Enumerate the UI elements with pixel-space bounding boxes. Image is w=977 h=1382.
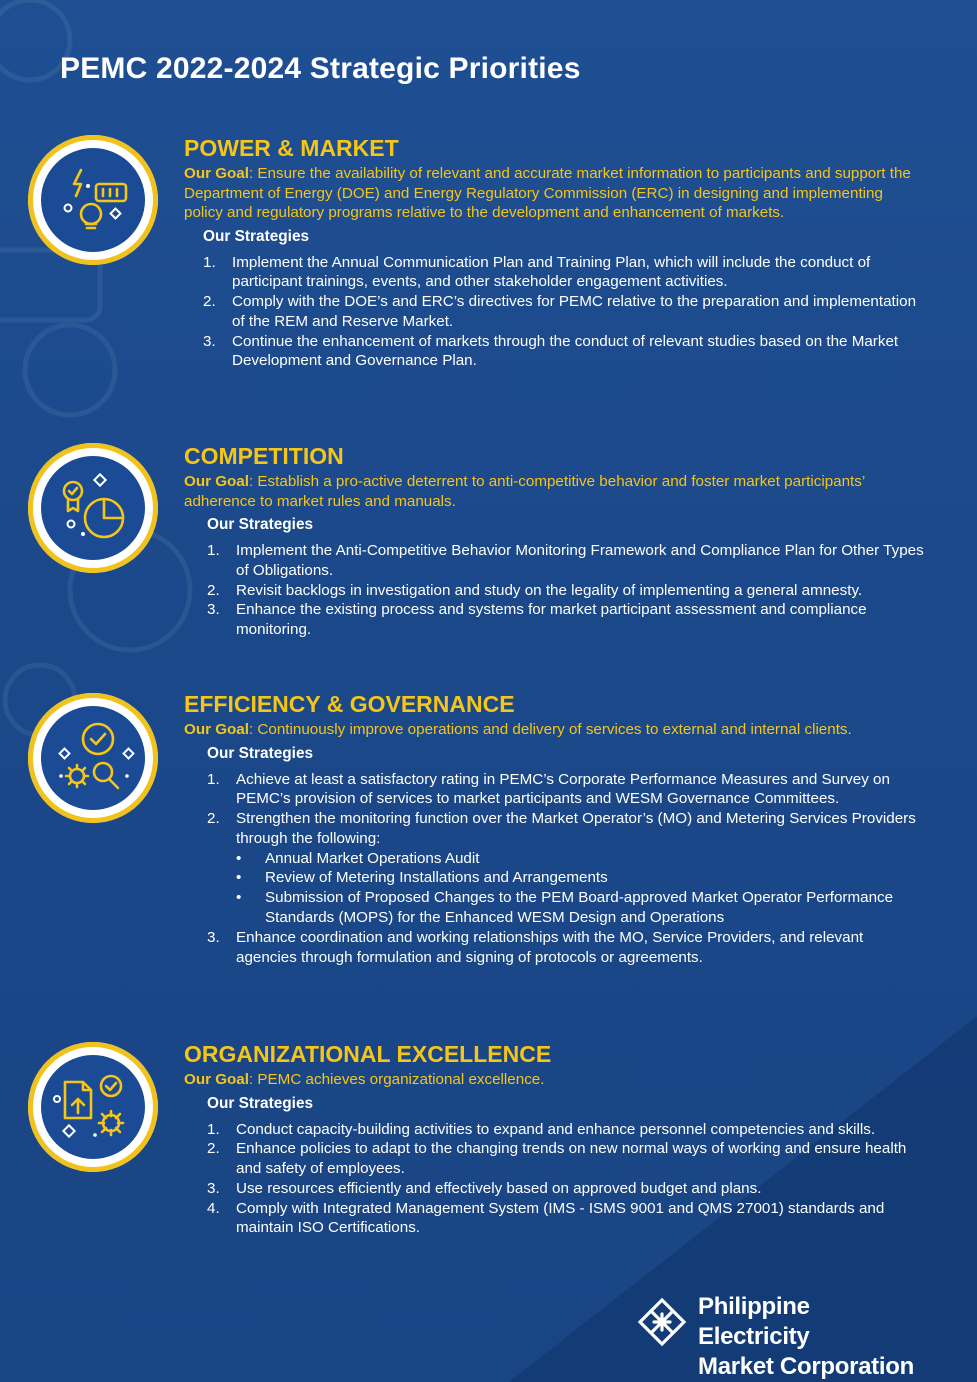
bullet-icon: • xyxy=(236,869,242,887)
strategies-list xyxy=(203,253,924,372)
list-item-text: Revisit backlogs in investigation and study on the legality of implementing a general amnesty. xyxy=(236,581,863,599)
strategies-list xyxy=(207,1120,924,1239)
list-item-text: Enhance the existing process and systems for market participant assessment and compliance monitoring. xyxy=(236,601,867,639)
section-body xyxy=(184,442,924,640)
list-item-number: 1. xyxy=(207,1120,220,1138)
goal-text: : Ensure the availability of relevant and accurate market information to participants and support the Department of Energy (DOE) and Energy Regulatory Commission (ERC) in designing and implementing policy and regulatory programs relative to the development and enhancement of markets. xyxy=(184,165,911,221)
list-item xyxy=(207,1120,924,1140)
list-item-text: Comply with Integrated Management System (IMS - ISMS 9001 and QMS 27001) standards and maintain ISO Certifications. xyxy=(236,1199,885,1237)
list-item-number: 3. xyxy=(207,1179,220,1197)
section-badge xyxy=(28,135,158,265)
list-item-text: Comply with the DOE’s and ERC’s directives for PEMC relative to the preparation and implementation of the REM and Reserve Market. xyxy=(232,293,917,330)
pemc-logo xyxy=(636,1292,926,1380)
list-item xyxy=(203,292,924,332)
list-item xyxy=(207,1179,924,1199)
strategies-heading: Our Strategies xyxy=(207,744,314,762)
check-gear-magnifier-icon xyxy=(41,706,145,810)
list-item-number: 1. xyxy=(207,542,220,559)
bullet-item xyxy=(236,868,924,888)
section-title: EFFICIENCY & GOVERNANCE xyxy=(184,691,515,717)
section-badge xyxy=(28,1042,158,1172)
list-item-text: Continue the enhancement of markets through the conduct of relevant studies based on the Market Development and Governance Plan. xyxy=(232,332,899,370)
goal-label: Our Goal xyxy=(184,165,249,182)
section-title: ORGANIZATIONAL EXCELLENCE xyxy=(184,1041,552,1067)
document-gear-check-icon xyxy=(41,1055,145,1159)
award-pie-chart-icon xyxy=(41,456,145,560)
list-item xyxy=(207,809,924,928)
bullet-item xyxy=(236,849,924,869)
list-item xyxy=(207,1199,924,1239)
list-item-text: Conduct capacity-building activities to expand and enhance personnel competencies and skills. xyxy=(236,1120,876,1138)
list-item-text: Implement the Annual Communication Plan and Training Plan, which will include the conduct of participant trainings, events, and other stakeholder engagement activities. xyxy=(232,253,871,291)
page-title: PEMC 2022-2024 Strategic Priorities xyxy=(60,52,581,85)
section-title: POWER & MARKET xyxy=(184,135,399,161)
pemc-logo-mark-icon xyxy=(636,1296,688,1348)
list-item-number: 1. xyxy=(203,253,216,271)
goal-label: Our Goal xyxy=(184,721,249,738)
bullet-text: Review of Metering Installations and Arrangements xyxy=(265,869,608,887)
section-goal xyxy=(184,472,924,511)
list-item-number: 4. xyxy=(207,1199,220,1217)
strategies-list xyxy=(207,770,924,968)
section-goal xyxy=(184,164,924,223)
section-title: COMPETITION xyxy=(184,443,344,469)
list-item xyxy=(203,253,924,293)
bullet-text: Annual Market Operations Audit xyxy=(265,849,480,867)
bullet-text: Submission of Proposed Changes to the PEM Board-approved Market Operator Performance Standards (MOPS) for the Enhanced WESM Design and Operations xyxy=(265,889,894,927)
list-item xyxy=(207,581,924,601)
sub-bullet-list xyxy=(236,849,924,928)
list-item-text: Enhance coordination and working relationships with the MO, Service Providers, and relevant agencies through formulation and signing of protocols or agreements. xyxy=(236,928,864,966)
section-goal xyxy=(184,1070,924,1090)
bullet-icon: • xyxy=(236,889,242,907)
logo-line-2: Market Corporation xyxy=(698,1353,914,1380)
section-goal xyxy=(184,720,924,740)
list-item-text: Enhance policies to adapt to the changing trends on new normal ways of working and ensure health and safety of employees. xyxy=(236,1140,907,1178)
list-item xyxy=(207,1139,924,1179)
bullet-item xyxy=(236,888,924,928)
section-body xyxy=(184,1040,924,1238)
bullet-icon: • xyxy=(236,849,242,867)
list-item-text: Implement the Anti-Competitive Behavior Monitoring Framework and Compliance Plan for Other Types of Obligations. xyxy=(236,542,924,579)
strategies-heading: Our Strategies xyxy=(207,516,314,533)
list-item xyxy=(203,332,924,372)
list-item-number: 2. xyxy=(207,1140,220,1158)
list-item xyxy=(207,541,924,581)
list-item-text: Use resources efficiently and effectively based on approved budget and plans. xyxy=(236,1179,762,1197)
logo-line-1: Philippine Electricity xyxy=(698,1293,810,1350)
strategies-heading: Our Strategies xyxy=(207,1094,314,1112)
list-item-number: 2. xyxy=(207,581,220,599)
goal-text: : Continuously improve operations and delivery of services to external and internal clients. xyxy=(248,721,852,738)
list-item-text: Strengthen the monitoring function over the Market Operator’s (MO) and Metering Services Providers through the following: xyxy=(236,810,916,847)
goal-text: : PEMC achieves organizational excellence. xyxy=(248,1071,545,1088)
section-badge xyxy=(28,693,158,823)
goal-label: Our Goal xyxy=(184,1071,249,1088)
strategies-heading: Our Strategies xyxy=(203,227,310,245)
list-item-number: 3. xyxy=(207,928,220,946)
list-item-number: 2. xyxy=(207,810,220,828)
pemc-logo-text xyxy=(698,1292,926,1382)
list-item xyxy=(207,600,924,640)
goal-label: Our Goal xyxy=(184,473,249,490)
section-badge xyxy=(28,443,158,573)
list-item-number: 1. xyxy=(207,770,220,788)
list-item-number: 3. xyxy=(207,601,220,619)
list-item-text: Achieve at least a satisfactory rating in PEMC’s Corporate Performance Measures and Survey on PEMC’s provision of services to market participants and WESM Governance Committees. xyxy=(236,770,890,808)
list-item-number: 3. xyxy=(203,332,216,350)
list-item-number: 2. xyxy=(203,293,216,311)
section-body xyxy=(184,134,924,371)
strategies-list xyxy=(207,541,924,640)
lightning-meter-bulb-icon xyxy=(41,148,145,252)
goal-text: : Establish a pro-active deterrent to anti-competitive behavior and foster market participants’ adherence to market rules and manuals. xyxy=(184,473,865,510)
list-item xyxy=(207,928,924,968)
list-item xyxy=(207,770,924,810)
section-body xyxy=(184,690,924,967)
